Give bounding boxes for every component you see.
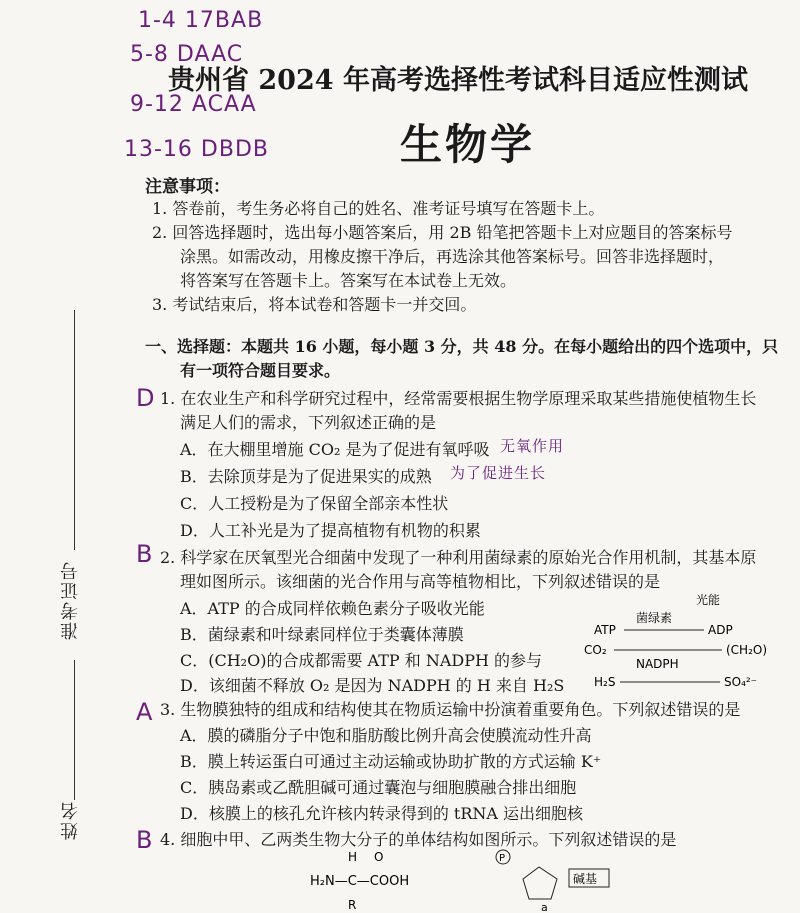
name-label: 姓名 bbox=[60, 800, 81, 840]
diagram-so4: SO₄²⁻ bbox=[724, 675, 758, 689]
note-item-1: 1. 答卷前，考生务必将自己的姓名、准考证号填写在答题卡上。 bbox=[152, 199, 605, 218]
q2-mark: B bbox=[136, 540, 153, 568]
q4-stem: 4. 细胞中甲、乙两类生物大分子的单体结构如图所示。下列叙述错误的是 bbox=[160, 830, 677, 849]
nucleotide-a: a bbox=[541, 901, 548, 913]
base-label: 碱基 bbox=[573, 872, 598, 886]
q1-stem-line2: 满足人们的需求，下列叙述正确的是 bbox=[180, 413, 437, 432]
diagram-ch2o: (CH₂O) bbox=[726, 643, 768, 657]
q1-stem-line1: 1. 在农业生产和科学研究过程中，经常需要根据生物学原理采取某些措施使植物生长 bbox=[160, 389, 757, 408]
amino-acid-structure bbox=[300, 849, 460, 913]
diagram-nadph: NADPH bbox=[636, 657, 679, 671]
photosynthesis-diagram bbox=[584, 590, 800, 690]
note-b: 为了促进生长 bbox=[450, 464, 547, 482]
amino-h: H bbox=[348, 850, 358, 864]
q3-option-a: A．膜的磷脂分子中饱和脂肪酸比例升高会使膜流动性升高 bbox=[180, 726, 592, 745]
q2-stem-line2: 理如图所示。该细菌的光合作用与高等植物相比，下列叙述错误的是 bbox=[180, 572, 661, 591]
q1-mark: D bbox=[136, 384, 155, 412]
q4-mark: B bbox=[136, 826, 153, 854]
diagram-light: 光能 bbox=[696, 593, 721, 607]
note-item-2a: 2. 回答选择题时，选出每小题答案后，用 2B 铅笔把答题卡上对应题目的答案标号 bbox=[152, 223, 733, 242]
note-item-2b: 涂黑。如需改动，用橡皮擦干净后，再选涂其他答案标号。回答非选择题时， bbox=[180, 247, 725, 266]
note-a: 无氧作用 bbox=[500, 437, 565, 455]
section-heading-line1: 一、选择题：本题共 16 小题，每小题 3 分，共 48 分。在每小题给出的四个选项中，只 bbox=[145, 337, 779, 356]
q3-option-c: C．胰岛素或乙酰胆碱可通过囊泡与细胞膜融合排出细胞 bbox=[180, 778, 577, 797]
q3-stem: 3. 生物膜独特的组成和结构使其在物质运输中扮演着重要角色。下列叙述错误的是 bbox=[160, 700, 741, 719]
q2-option-c: C．(CH₂O)的合成都需要 ATP 和 NADPH 的参与 bbox=[180, 651, 543, 670]
diagram-pigment: 菌绿素 bbox=[636, 611, 673, 625]
note-item-3: 3. 考试结束后，将本试卷和答题卡一并交回。 bbox=[152, 295, 477, 314]
amino-r: R bbox=[348, 898, 357, 912]
q3-option-b: B．膜上转运蛋白可通过主动运输或协助扩散的方式运输 K⁺ bbox=[180, 752, 602, 771]
answer-key-5-8: 5-8 DAAC bbox=[130, 42, 244, 67]
diagram-adp: ADP bbox=[708, 623, 733, 637]
answer-key-13-16: 13-16 DBDB bbox=[124, 137, 269, 162]
q1-option-c: C．人工授粉是为了保留全部亲本性状 bbox=[180, 494, 449, 513]
q2-option-a: A．ATP 的合成同样依赖色素分子吸收光能 bbox=[180, 599, 485, 618]
answer-key-1-4: 1-4 17BAB bbox=[138, 8, 264, 33]
q2-option-d: D．该细菌不释放 O₂ 是因为 NADPH 的 H 来自 H₂S bbox=[180, 676, 565, 695]
q2-option-b: B．菌绿素和叶绿素同样位于类囊体薄膜 bbox=[180, 625, 464, 644]
notes-heading: 注意事项： bbox=[145, 177, 230, 197]
q2-stem-line1: 2. 科学家在厌氧型光合细菌中发现了一种利用菌绿素的原始光合作用机制，其基本原 bbox=[160, 548, 757, 567]
nucleotide-structure bbox=[495, 849, 625, 913]
amino-backbone: H₂N—C—COOH bbox=[310, 874, 410, 889]
sugar-ring-icon bbox=[523, 867, 557, 899]
note-item-2c: 将答案写在答题卡上。答案写在本试卷上无效。 bbox=[180, 271, 517, 290]
q1-option-b: B．去除顶芽是为了促进果实的成熟 bbox=[180, 467, 432, 486]
binding-line-lower bbox=[74, 660, 75, 800]
candidate-id-label: 准考证号 bbox=[60, 560, 81, 640]
phosphate-label: P bbox=[499, 853, 506, 864]
amino-o: O bbox=[374, 850, 384, 864]
diagram-h2s: H₂S bbox=[594, 675, 616, 689]
answer-key-9-12: 9-12 ACAA bbox=[130, 92, 257, 117]
subject-title: 生物学 bbox=[400, 120, 536, 169]
section-heading-line2: 有一项符合题目要求。 bbox=[180, 361, 341, 380]
q1-option-d: D．人工补光是为了提高植物有机物的积累 bbox=[180, 521, 481, 540]
diagram-atp: ATP bbox=[594, 623, 616, 637]
q3-mark: A bbox=[136, 698, 153, 726]
exam-title: 贵州省 2024 年高考选择性考试科目适应性测试 bbox=[168, 65, 748, 96]
diagram-co2: CO₂ bbox=[584, 643, 607, 657]
q1-option-a: A．在大棚里增施 CO₂ 是为了促进有氧呼吸 bbox=[180, 440, 490, 459]
binding-line-upper bbox=[74, 310, 75, 550]
q3-option-d: D．核膜上的核孔允许核内转录得到的 tRNA 运出细胞核 bbox=[180, 804, 584, 823]
